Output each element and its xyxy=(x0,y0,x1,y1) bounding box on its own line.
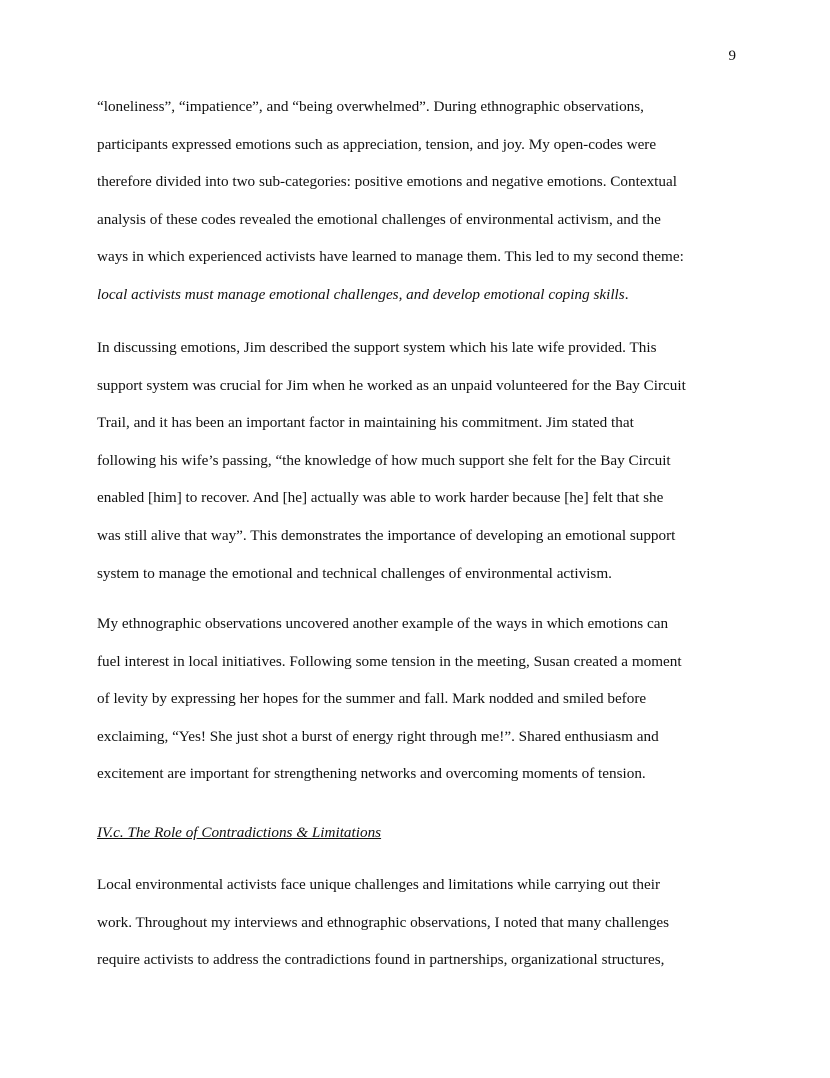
text-line: In discussing emotions, Jim described the support system which his late wife provided. This xyxy=(97,339,657,356)
text-line: participants expressed emotions such as appreciation, tension, and joy. My open-codes were xyxy=(97,135,657,153)
paragraph-emotion-codes xyxy=(97,88,747,314)
theme-statement-end: . xyxy=(624,285,629,303)
text-line: Trail, and it has been an important factor in maintaining his commitment. Jim stated that xyxy=(97,414,634,432)
paragraph-challenges-limitations xyxy=(97,866,747,979)
text-line: support system was crucial for Jim when he worked as an unpaid volunteered for the Bay Circuit xyxy=(97,376,686,394)
paragraph-support-system xyxy=(97,329,747,592)
page-number: 9 xyxy=(728,48,736,64)
text-line: therefore divided into two sub-categories: positive emotions and negative emotions. Contextual xyxy=(97,173,677,191)
theme-statement xyxy=(97,276,747,314)
text-line: exclaiming, “Yes! She just shot a burst of energy right through me!”. Shared enthusiasm and xyxy=(97,727,659,745)
text-line: system to manage the emotional and technical challenges of environmental activism. xyxy=(97,564,612,582)
text-line: was still alive that way”. This demonstrates the importance of developing an emotional support xyxy=(97,526,676,544)
theme-statement-italic: local activists must manage emotional challenges, and develop emotional coping skills xyxy=(97,285,625,303)
text-line: require activists to address the contradictions found in partnerships, organizational structures, xyxy=(97,951,665,969)
text-line: analysis of these codes revealed the emotional challenges of environmental activism, and the xyxy=(97,210,661,228)
section-heading: IV.c. The Role of Contradictions & Limitations xyxy=(97,824,382,841)
text-line: ways in which experienced activists have learned to manage them. This led to my second theme: xyxy=(97,248,684,266)
text-line: “loneliness”, “impatience”, and “being overwhelmed”. During ethnographic observations, xyxy=(97,98,644,115)
text-line: fuel interest in local initiatives. Following some tension in the meeting, Susan created a moment xyxy=(97,652,682,670)
paragraph-ethnographic-observations xyxy=(97,605,747,793)
text-line: My ethnographic observations uncovered another example of the ways in which emotions can xyxy=(97,615,669,632)
text-line: enabled [him] to recover. And [he] actually was able to work harder because [he] felt that she xyxy=(97,489,664,507)
text-line: following his wife’s passing, “the knowledge of how much support she felt for the Bay Circuit xyxy=(97,451,671,469)
text-line: work. Throughout my interviews and ethnographic observations, I noted that many challenges xyxy=(97,913,670,931)
text-line: Local environmental activists face unique challenges and limitations while carrying out their xyxy=(97,876,661,893)
text-line: of levity by expressing her hopes for the summer and fall. Mark nodded and smiled before xyxy=(97,690,647,708)
text-line: excitement are important for strengthening networks and overcoming moments of tension. xyxy=(97,765,646,783)
